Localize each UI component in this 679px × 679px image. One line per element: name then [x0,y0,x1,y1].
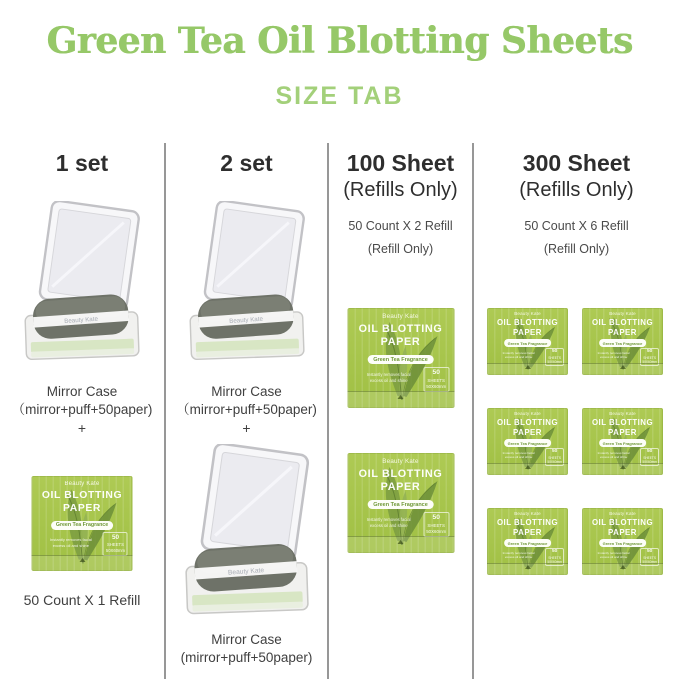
packet-sheet-unit: SHEETS [548,355,562,360]
packet-desc-line2: excess oil and shine [504,555,533,560]
packet-brand: Beauty Kate [514,411,541,417]
case-puff [32,293,130,340]
packet-title-line1: OIL BLOTTING [496,518,559,528]
mirror-case [185,201,309,373]
column-4-header [474,150,679,202]
caption-line2: (mirror+puff+50paper) [180,649,313,665]
packet-sheet-count: 50 [551,349,558,355]
packet-title [582,518,663,538]
packet-sheet-unit: SHEETS [548,455,562,460]
packet-desc-line2: excess oil and shine [599,355,628,360]
packet-title-line2: PAPER [608,427,637,437]
caption-line2: （mirror+puff+50paper) [176,401,317,417]
mirror-case-image [20,201,144,373]
blotting-paper-packet [487,308,568,375]
column-2-set [166,143,327,679]
packet-sheet-size: 50X60mm [642,459,657,464]
packet-desc-line1: Instantly removes facial [502,550,535,555]
packet-brand: Beauty Kate [609,311,636,317]
blotting-paper-packet [347,308,454,408]
packet-sheet-count: 50 [432,368,440,376]
packet-sheet-count: 50 [646,449,653,455]
packet-description [587,551,640,560]
packet-description [587,351,640,360]
packet-desc-line1: Instantly removes facial [597,450,630,455]
packet-brand: Beauty Kate [382,458,419,465]
packet-title-line1: OIL BLOTTING [496,318,559,328]
packet-desc-line2: excess oil and shine [52,542,89,548]
packet-sheet-unit: SHEETS [643,555,657,560]
packet-sheet-size: 50X60mm [547,359,562,364]
packet-sheet-size: 50X60mm [642,559,657,564]
packet-brand: Beauty Kate [514,311,541,317]
column-2-header: 2 set [220,150,273,176]
packet-sheet-count: 50 [432,513,440,521]
packet-brand: Beauty Kate [382,313,419,320]
packet-fragrance-badge: Green Tea Fragrance [599,539,647,546]
packet-title-line1: OIL BLOTTING [591,518,654,528]
caption-line2: （mirror+puff+50paper) [11,401,153,417]
blotting-paper-packet [582,408,663,475]
plus-sign: + [242,420,251,437]
packet-sheet-size: 50X60mm [547,459,562,464]
packet-title [347,468,454,495]
packet-desc-line1: Instantly removes facial [502,350,535,355]
packet-title-line2: PAPER [380,336,421,349]
puff-strap-text: Beauty Kate [64,315,99,326]
mirror-case [180,444,314,628]
packet-title [487,518,568,538]
packet-description [492,351,545,360]
mirror-case [20,201,144,373]
packet-fragrance-badge: Green Tea Fragrance [504,539,552,546]
packet-fragrance-badge: Green Tea Fragrance [368,355,434,364]
header-main: 300 Sheet [522,150,631,176]
packet-fragrance-badge: Green Tea Fragrance [504,439,552,446]
column-3-header [329,150,472,202]
packet-title-line1: OIL BLOTTING [591,418,654,428]
puff-strap-text: Beauty Kate [227,567,264,577]
packet-title-line1: OIL BLOTTING [591,318,654,328]
packet-sheet-count: 50 [646,349,653,355]
packet-title-line1: OIL BLOTTING [496,418,559,428]
packet-sheet-unit: SHEETS [643,455,657,460]
packet-title-line2: PAPER [608,327,637,337]
refill-note-line2: (Refill Only) [543,242,610,256]
packet-desc-line2: excess oil and shine [369,523,408,529]
packet-description [353,372,424,385]
packet-sheet-size: 50X60mm [105,548,126,554]
column-100-sheet [329,143,472,679]
packet-notch-mark [525,465,531,469]
refill-packet-grid [487,308,663,575]
case-lid [200,444,308,561]
packet-desc-line1: Instantly removes facial [49,536,92,542]
refill-note-line2: (Refill Only) [367,242,434,256]
packet-sheet-count-box [423,512,449,537]
packet-title-line1: OIL BLOTTING [41,490,123,502]
refill-note-line1: 50 Count X 2 Refill [348,219,453,233]
caption-line1: Mirror Case [211,632,282,647]
packet-desc-line1: Instantly removes facial [366,517,411,522]
packet-sheet-count-box [103,532,128,556]
blotting-paper-packet [347,453,454,553]
packet-fold-flap [32,555,133,571]
packet-title [347,323,454,350]
caption-line1: Mirror Case [46,384,118,399]
packet-desc-line2: excess oil and shine [599,555,628,560]
caption-line1: Mirror Case [211,384,282,399]
mirror-case-caption [166,631,327,666]
packet-brand: Beauty Kate [514,511,541,517]
packet-sheet-unit: SHEETS [643,355,657,360]
page-subtitle: SIZE TAB [275,82,404,110]
packet-sheet-size: 50X60mm [547,559,562,564]
packet-title [487,418,568,438]
packet-notch-mark [398,395,404,399]
mirror-case-caption [166,383,327,437]
packet-brand: Beauty Kate [64,480,100,487]
packet-title [487,318,568,338]
packet-desc-line1: Instantly removes facial [597,350,630,355]
packet-notch-mark [398,540,404,544]
mirror-case-image [180,444,314,628]
packet-desc-line2: excess oil and shine [504,455,533,460]
packet-sheet-unit: SHEETS [107,542,124,548]
packet-notch-mark [525,365,531,369]
packet-notch-mark [79,558,85,562]
column-1-header: 1 set [55,150,109,176]
packet-description [492,451,545,460]
header-sub: (Refills Only) [343,179,458,201]
packet-sheet-count: 50 [551,449,558,455]
packet-notch-mark [525,565,531,569]
packet-desc-line2: excess oil and shine [369,378,408,384]
packet-brand: Beauty Kate [609,411,636,417]
packet-sheet-unit: SHEETS [427,377,445,383]
packet-fold-flap [347,391,454,408]
packet-fragrance-badge: Green Tea Fragrance [368,500,434,509]
packet-notch-mark [620,365,626,369]
refill-packet-stack [347,308,454,553]
blotting-paper-packet [582,508,663,575]
packet-title-line2: PAPER [513,327,542,337]
packet-sheet-count: 50 [646,549,653,555]
packet-sheet-size: 50X60mm [426,528,447,534]
mirror-case-caption [0,383,164,437]
packet-title [32,490,133,516]
case-lid [203,201,304,311]
packet-title [582,418,663,438]
case-puff [196,293,294,340]
packet-desc-line1: Instantly removes facial [366,372,411,377]
packet-sheet-size: 50X60mm [642,359,657,364]
packet-notch-mark [620,565,626,569]
packet-sheet-count: 50 [551,549,558,555]
packet-title-line2: PAPER [513,527,542,537]
packet-fold-flap [347,536,454,553]
refill-note-line1: 50 Count X 6 Refill [524,219,629,233]
packet-fragrance-badge: Green Tea Fragrance [51,521,114,530]
header-sub: (Refills Only) [519,179,634,201]
packet-description [353,517,424,530]
refill-packet [32,476,133,571]
blotting-paper-packet [582,308,663,375]
packet-fragrance-badge: Green Tea Fragrance [504,339,552,346]
packet-title-line1: OIL BLOTTING [358,323,443,335]
puff-strap-text: Beauty Kate [228,315,263,326]
plus-sign: + [77,420,87,437]
packet-sheet-count-box [423,367,449,392]
packet-title-line2: PAPER [380,481,421,494]
packet-sheet-count: 50 [111,533,119,541]
packet-title [582,318,663,338]
blotting-paper-packet [32,476,133,571]
packet-brand: Beauty Kate [609,511,636,517]
packet-notch-mark [620,465,626,469]
page-title: Green Tea Oil Blotting Sheets [46,20,633,62]
refill-count-caption: 50 Count X 1 Refill [23,592,141,608]
packet-description [38,537,105,549]
case-puff [193,543,298,593]
blotting-paper-packet [487,408,568,475]
packet-sheet-size: 50X60mm [426,383,447,389]
column-300-sheet [474,143,679,679]
packet-title-line1: OIL BLOTTING [358,468,443,480]
mirror-case-image [185,201,309,373]
packet-sheet-unit: SHEETS [548,555,562,560]
packet-fragrance-badge: Green Tea Fragrance [599,339,647,346]
packet-sheet-unit: SHEETS [427,522,445,528]
packet-title-line2: PAPER [513,427,542,437]
packet-description [587,451,640,460]
blotting-paper-packet [487,508,568,575]
packet-desc-line1: Instantly removes facial [597,550,630,555]
packet-desc-line2: excess oil and shine [504,355,533,360]
case-lid [39,201,140,311]
packet-desc-line2: excess oil and shine [599,455,628,460]
packet-desc-line1: Instantly removes facial [502,450,535,455]
header-main: 100 Sheet [346,150,455,176]
column-1-set [0,143,164,679]
packet-title-line2: PAPER [608,527,637,537]
packet-description [492,551,545,560]
packet-fragrance-badge: Green Tea Fragrance [599,439,647,446]
packet-title-line2: PAPER [62,503,102,515]
